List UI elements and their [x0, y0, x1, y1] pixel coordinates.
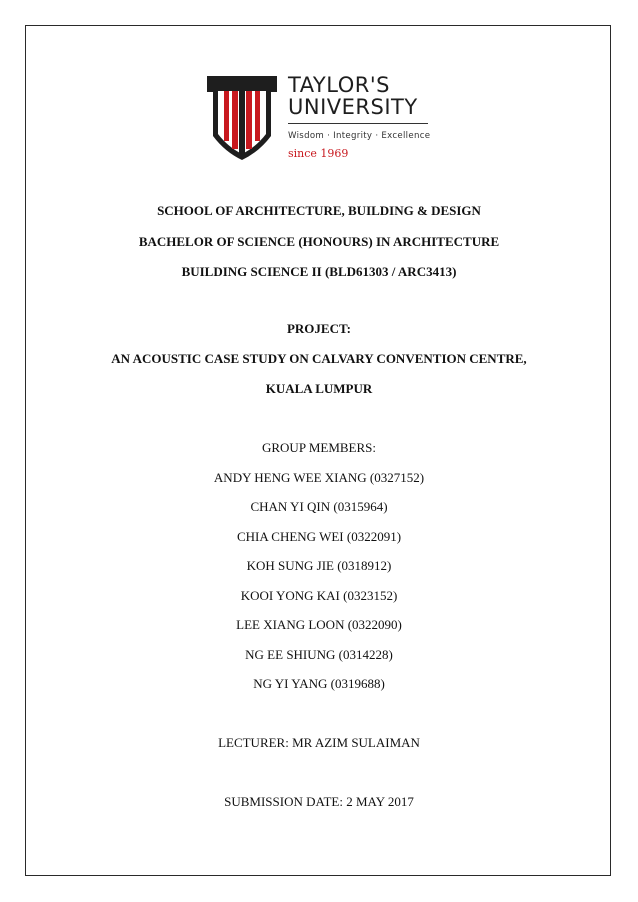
- logo-divider: [288, 123, 428, 124]
- submission-date: SUBMISSION DATE: 2 MAY 2017: [224, 794, 414, 809]
- group-member: NG YI YANG (0319688): [253, 676, 385, 691]
- university-logo: [207, 74, 437, 164]
- university-name-line-1: TAYLOR'S: [288, 73, 390, 97]
- university-crest-icon: [207, 74, 277, 162]
- university-name-line-2: UNIVERSITY: [288, 95, 418, 119]
- group-member: KOH SUNG JIE (0318912): [246, 558, 392, 573]
- school-name: SCHOOL OF ARCHITECTURE, BUILDING & DESIGN: [157, 203, 481, 218]
- project-label: PROJECT:: [286, 321, 352, 336]
- university-tagline: Wisdom · Integrity · Excellence: [288, 131, 431, 141]
- university-since: since 1969: [288, 147, 349, 160]
- group-member: KOOI YONG KAI (0323152): [240, 588, 398, 603]
- group-member: CHAN YI QIN (0315964): [250, 499, 388, 514]
- project-title-line-2: KUALA LUMPUR: [265, 381, 373, 396]
- group-member: LEE XIANG LOON (0322090): [236, 617, 402, 632]
- programme-name: BACHELOR OF SCIENCE (HONOURS) IN ARCHITECTURE: [138, 234, 500, 249]
- group-member: CHIA CHENG WEI (0322091): [236, 529, 402, 544]
- lecturer: LECTURER: MR AZIM SULAIMAN: [218, 735, 420, 750]
- group-member: ANDY HENG WEE XIANG (0327152): [213, 470, 425, 485]
- group-member: NG EE SHIUNG (0314228): [245, 647, 393, 662]
- project-title-line-1: AN ACOUSTIC CASE STUDY ON CALVARY CONVENTION CENTRE,: [111, 351, 527, 366]
- course-name: BUILDING SCIENCE II (BLD61303 / ARC3413): [181, 264, 457, 279]
- group-members-label: GROUP MEMBERS:: [261, 440, 377, 455]
